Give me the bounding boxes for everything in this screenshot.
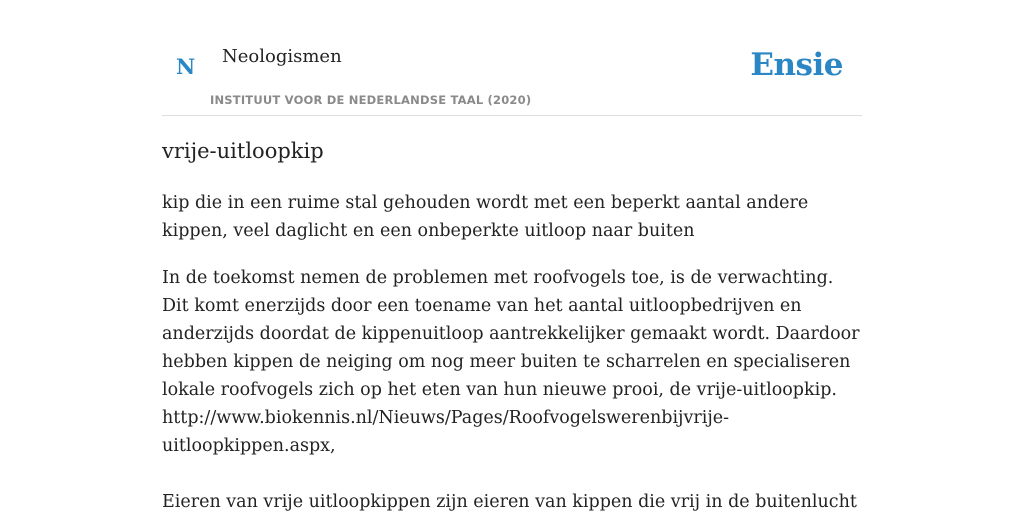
entry-definition: kip die in een ruime stal gehouden wordt met een beperkt aantal andere kippen, veel daglicht en een onbeperkte uitloop naar buiten	[162, 193, 809, 242]
entry-example-second: Eieren van vrije uitloopkippen zijn eieren van kippen die vrij in de buitenlucht	[162, 492, 857, 512]
publisher-label: INSTITUUT VOOR DE NEDERLANDSE TAAL (2020)	[210, 93, 532, 107]
source-logo: N	[176, 54, 196, 79]
entry-headword: vrije-uitloopkip	[162, 139, 324, 163]
ensie-brand-logo[interactable]: Ensie	[750, 47, 843, 83]
source-title-link[interactable]: Neologismen	[222, 46, 342, 67]
entry-content	[162, 138, 862, 512]
source-header	[162, 0, 862, 116]
entry-example: In de toekomst nemen de problemen met roofvogels toe, is de verwachting. Dit komt enerzijds door een toename van het aantal uitloopbedrijven en anderzijds doordat de kippenuitloop aantrekkelijker gemaakt wordt. Daardoor hebben kippen de neiging om nog meer buiten te scharrelen en specialiseren lokale roofvogels zich op het eten van hun nieuwe prooi, de vrije-uitloopkip. http://www.biokennis.nl/Nieuws/Pages/Roofvogelswerenbijvrije-uitloopkippen.aspx,	[162, 268, 860, 457]
